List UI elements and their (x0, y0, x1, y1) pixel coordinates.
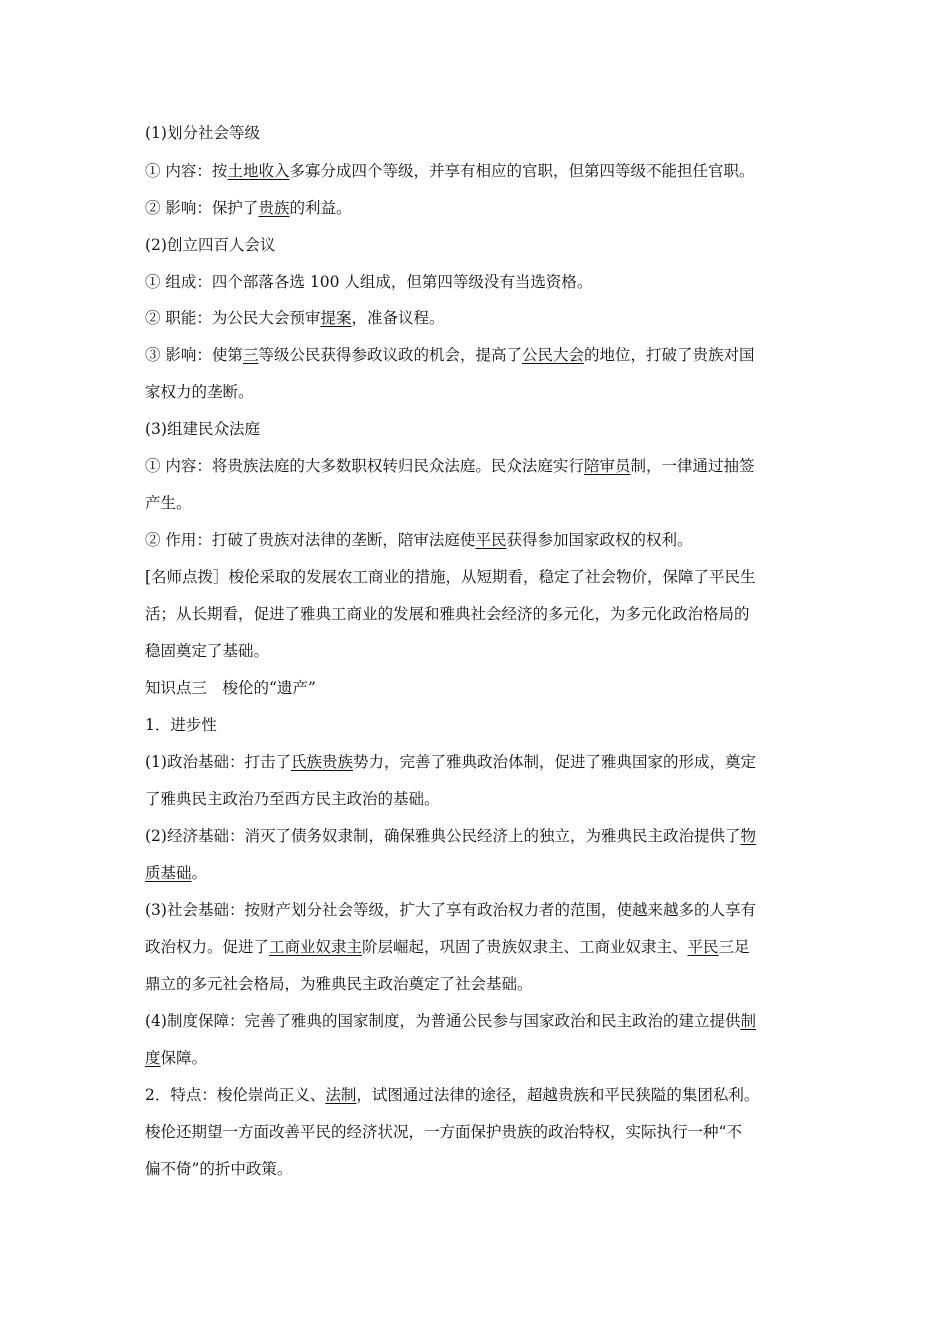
blank-answer: 制 (740, 1012, 756, 1030)
text-segment: 等级公民获得参政议政的机会，提高了 (258, 346, 522, 364)
text-segment: ② 影响：保护了 (145, 199, 259, 217)
text-segment: 2．特点：梭伦崇尚正义、 (145, 1086, 326, 1104)
tip-line1: [名师点拨］梭伦采取的发展农工商业的措施，从短期看，稳定了社会物价，保障了平民生 (145, 568, 756, 586)
text-segment: ① 内容：将贵族法庭的大多数职权转归民众法庭。民众法庭实行 (145, 457, 584, 475)
economic-basis-line2 (145, 864, 207, 882)
item1-effect (145, 199, 351, 217)
blank-answer: 陪审员 (583, 457, 631, 475)
blank-answer: 法制 (325, 1086, 357, 1104)
text-segment: ① 内容：按 (145, 162, 228, 180)
text-segment: ，试图通过法律的途径，超越贵族和平民狭隘的集团私利。 (356, 1086, 760, 1104)
social-basis-line2 (145, 938, 750, 956)
feature-line1 (145, 1086, 759, 1104)
blank-answer: 工商业奴隶主 (269, 938, 363, 956)
text-segment: ，准备议程。 (351, 309, 445, 327)
item1-content (145, 162, 754, 180)
text-segment: ② 作用：打破了贵族对法律的垄断，陪审法庭使 (145, 531, 476, 549)
blank-answer: 平民 (687, 938, 719, 956)
text-segment: 阶层崛起，巩固了贵族奴隶主、工商业奴隶主、 (362, 938, 688, 956)
progress-title: 1．进步性 (145, 716, 217, 734)
text-segment: 三足 (718, 938, 750, 956)
text-segment: 政治权力。促进了 (145, 938, 270, 956)
text-segment: (1)政治基础：打击了 (145, 753, 291, 771)
text-segment: 势力，完善了雅典政治体制，促进了雅典国家的形成，奠定 (352, 753, 756, 771)
item2-composition: ① 组成：四个部落各选 100 人组成，但第四等级没有当选资格。 (145, 273, 593, 291)
item3-title: (3)组建民众法庭 (145, 420, 260, 438)
text-segment: 保障。 (160, 1049, 208, 1067)
blank-answer: 质基础 (145, 864, 192, 882)
text-segment: 的地位，打破了贵族对国 (583, 346, 755, 364)
item3-role (145, 531, 692, 549)
political-basis-line1 (145, 753, 756, 771)
social-basis-line1: (3)社会基础：按财产划分社会等级，扩大了享有政治权力者的范围，使越来越多的人享有 (145, 901, 756, 919)
text-segment: 。 (191, 864, 208, 882)
text-segment: 的利益。 (289, 199, 352, 217)
item3-content-line2: 产生。 (145, 494, 192, 512)
economic-basis-line1 (145, 827, 756, 845)
blank-answer: 氏族贵族 (290, 753, 353, 771)
feature-line3: 偏不倚”的折中政策。 (145, 1160, 293, 1178)
text-segment: 多寡分成四个等级，并享有相应的官职，但第四等级不能担任官职。 (289, 162, 755, 180)
tip-line3: 稳固奠定了基础。 (145, 642, 270, 660)
blank-answer: 平民 (475, 531, 507, 549)
text-segment: ③ 影响：使第 (145, 346, 243, 364)
blank-answer: 公民大会 (521, 346, 584, 364)
text-segment: (4)制度保障：完善了雅典的国家制度，为普通公民参与国家政治和民主政治的建立提供 (145, 1012, 741, 1030)
blank-answer: 土地收入 (227, 162, 290, 180)
item2-title: (2)创立四百人会议 (145, 236, 276, 254)
political-basis-line2: 了雅典民主政治乃至西方民主政治的基础。 (145, 790, 440, 808)
blank-answer: 物 (740, 827, 756, 845)
institution-line1 (145, 1012, 756, 1030)
text-segment: 制，一律通过抽签 (630, 457, 755, 475)
text-segment: ② 职能：为公民大会预审 (145, 309, 321, 327)
text-segment: (2)经济基础：消灭了债务奴隶制，确保雅典公民经济上的独立，为雅典民主政治提供了 (145, 827, 741, 845)
feature-line2: 梭伦还期望一方面改善平民的经济状况，一方面保护贵族的政治特权，实际执行一种“不 (145, 1123, 742, 1141)
item1-title: (1)划分社会等级 (145, 124, 260, 142)
item2-effect-line1 (145, 346, 755, 364)
social-basis-line3: 鼎立的多元社会格局，为雅典民主政治奠定了社会基础。 (145, 975, 533, 993)
blank-answer: 三 (242, 346, 259, 364)
section3-heading: 知识点三 梭伦的“遗产” (145, 679, 316, 697)
item2-function (145, 309, 444, 327)
blank-answer: 提案 (320, 309, 352, 327)
blank-answer: 贵族 (258, 199, 290, 217)
tip-line2: 活；从长期看，促进了雅典工商业的发展和雅典社会经济的多元化，为多元化政治格局的 (145, 605, 750, 623)
text-segment: 获得参加国家政权的权利。 (506, 531, 693, 549)
blank-answer: 度 (145, 1049, 161, 1067)
institution-line2 (145, 1049, 207, 1067)
item2-effect-line2: 家权力的垄断。 (145, 383, 254, 401)
item3-content-line1 (145, 457, 754, 475)
